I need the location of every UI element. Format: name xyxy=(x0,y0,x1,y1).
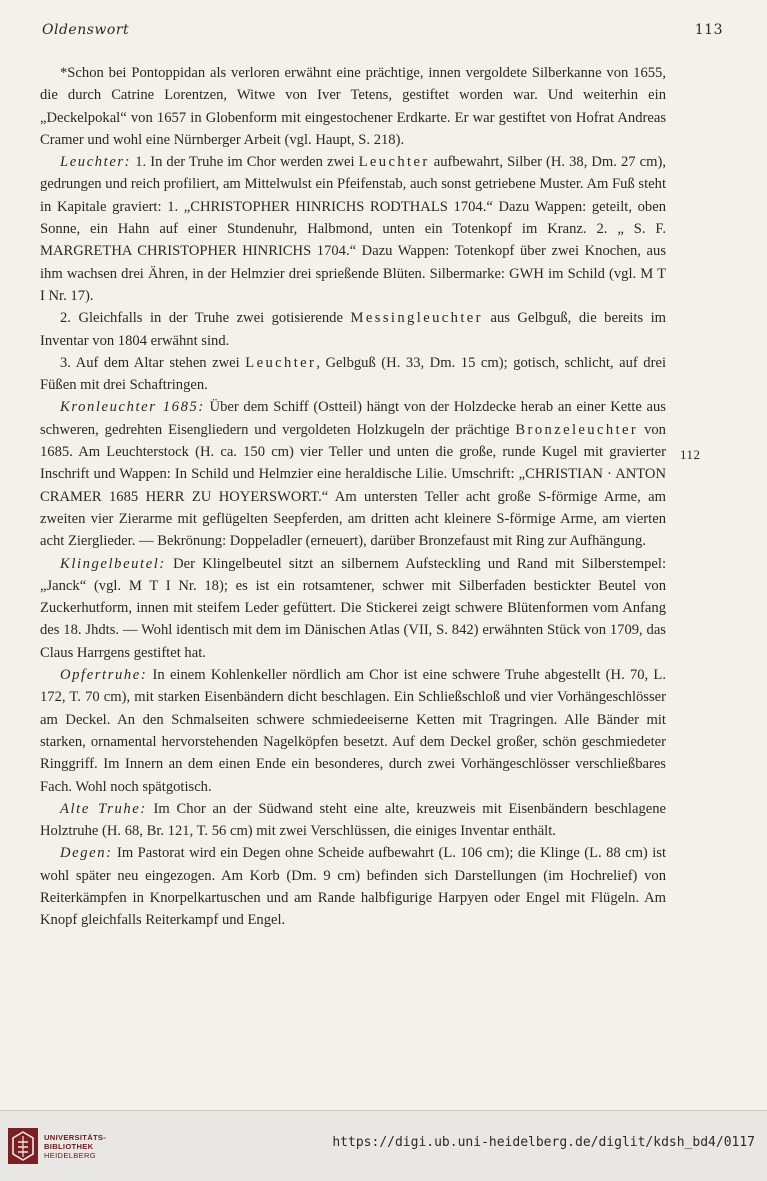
paragraph xyxy=(40,62,666,151)
source-url-link[interactable]: https://digi.ub.uni-heidelberg.de/diglit/kdsh_bd4/0117 xyxy=(332,1135,755,1150)
entry-heading: Degen: xyxy=(60,845,113,862)
text-run: aufbewahrt, Silber (H. 38, Dm. 27 cm), gedrungen und reich profiliert, am Mittelwulst ein Pfeifenstab, auch sonst getriebene Muster. Am Fuß steht in Kapitale graviert: 1. „CHRISTOPHER HINRICHS RODTHALS 1704.“ Dazu Wappen: geteilt, oben Sonne, ein Hahn auf einer Stundenuhr, Halbmond, unten ein Totenkopf im Kranz. 2. „ S. F. MARGRETHA CHRISTOPHER HINRICHS 1704.“ Dazu Wappen: Totenkopf über zwei Knochen, aus ihm wachsen drei Ähren, in der Helmzier drei sprießende Blüten. Silbermarke: GWH im Schild (vgl. M T I Nr. 17). xyxy=(40,154,666,304)
body-text xyxy=(40,62,666,932)
entry-heading: Alte Truhe: xyxy=(60,800,147,817)
paragraph xyxy=(40,307,666,352)
paragraph xyxy=(40,352,666,397)
logo-line-3: HEIDELBERG xyxy=(44,1151,96,1160)
text-run: 2. Gleichfalls in der Truhe zwei gotisierende xyxy=(60,310,351,327)
entry-heading: Leuchter: xyxy=(60,154,132,171)
text-run: Im Pastorat wird ein Degen ohne Scheide aufbewahrt (L. 106 cm); die Klinge (L. 88 cm) ist wohl später neu eingezogen. Am Korb (Dm. 9 cm) befinden sich Darstellungen (im Hochrelief) von Reiterkämpfen in Knorpelkartuschen und am Rande halbfigurige Harpyen oder Engel mit Flügeln. Am Knopf gleichfalls Reiterkampf und Engel. xyxy=(40,845,666,929)
text-run: 1. In der Truhe im Chor werden zwei xyxy=(131,154,359,171)
text-run: aus Gelbguß, die bereits im Inventar von 1804 erwähnt sind. xyxy=(40,310,667,349)
margin-page-reference: 112 xyxy=(680,447,701,462)
paragraph xyxy=(40,396,666,552)
text-run: In einem Kohlenkeller nördlich am Chor ist eine schwere Truhe abgestellt (H. 70, L. 172, T. 70 cm), mit starken Eisenbändern dicht beschlagen. Ein Schließschloß und vier Vorhängeschlösser am Deckel. An den Schmalseiten schwere schmiedeeiserne Ketten mit Tragringen. Alle Bänder mit starken, ornamental hervorstehenden Nagelköpfen besetzt. Auf dem Deckel großer, schön geschmiedeter Ringgriff. Im Innern an dem einen Ende ein besonderes, durch zwei Vorhängeschlösser verschließbares Fach. Wohl noch spätgotisch. xyxy=(40,667,666,795)
library-logo-text xyxy=(44,1133,106,1160)
text-run: *Schon bei Pontoppidan als verloren erwähnt eine prächtige, innen vergoldete Silberkanne von 1655, die durch Catrine Lorentzen, Witwe von Iver Tetens, gestiftet worden war. Und weiterhin ein „Deckelpokal“ von 1657 in Globenform mit eingestochener Erdkarte. Er war gestiftet von Hofrat Andreas Cramer und wohl eine Nürnberger Arbeit (vgl. Haupt, S. 218). xyxy=(40,65,666,148)
text-run: Der Klingelbeutel sitzt an silbernem Aufsteckling und Rand mit Silberstempel: „Janck“ (vgl. M T I Nr. 18); es ist ein rotsamtener, schwer mit Silberfaden bestickter Beutel von Zuckerhutform, innen mit steifem Leder gefüttert. Die Stickerei zeigt schwere Blütenformen vom Anfang des 18. Jhdts. — Wohl identisch mit dem im Dänischen Atlas (VII, S. 842) erwähnten Stück von 1709, das Claus Harrgens gestiftet hat. xyxy=(40,555,666,661)
paragraph xyxy=(40,553,666,664)
entry-heading: Opfertruhe: xyxy=(60,667,148,684)
text-run: von 1685. Am Leuchterstock (H. ca. 150 cm) vier Teller und unten die große, runde Kugel mit gravierter Inschrift und Wappen: In Schild und Helmzier eine heraldische Lilie. Umschrift: „CHRISTIAN · ANTON CRAMER 1685 HERR ZU HOYERSWORT.“ Am untersten Teller acht große S-förmige Arme, am zweiten vier Zierarme mit geflügelten Seepferden, am dritten acht kleinere S-förmige Arme, am vierten acht Zierglieder. — Bekrönung: Doppeladler (erneuert), darüber Bronzefaust mit Ring zur Aufhängung. xyxy=(40,421,666,550)
paragraph xyxy=(40,798,666,843)
logo-line-1: UNIVERSITÄTS- xyxy=(44,1133,107,1142)
emphasized-term: Messingleuchter xyxy=(350,310,483,327)
entry-heading: Kronleuchter 1685: xyxy=(60,399,205,416)
university-seal-icon xyxy=(8,1128,38,1164)
page-number: 113 xyxy=(694,22,723,38)
logo-line-2: BIBLIOTHEK xyxy=(44,1142,94,1151)
emphasized-term: Leuchter xyxy=(358,154,430,171)
running-head-place: Oldenswort xyxy=(42,22,130,38)
text-run: 3. Auf dem Altar stehen zwei xyxy=(60,354,246,371)
emphasized-term: Leuchter xyxy=(245,354,317,371)
text-run: , Gelbguß (H. 33, Dm. 15 cm); gotisch, schlicht, auf drei Füßen mit drei Schaftringen. xyxy=(40,354,666,394)
text-run: Im Chor an der Südwand steht eine alte, kreuzweis mit Eisenbändern beschlagene Holztruhe (H. 68, Br. 121, T. 56 cm) mit zwei Verschlüssen, die einiges Inventar enthält. xyxy=(40,800,667,840)
emphasized-term: Bronzeleuchter xyxy=(515,421,639,438)
running-head xyxy=(42,22,723,44)
paragraph xyxy=(40,842,666,931)
paragraph xyxy=(40,664,666,798)
text-run: Über dem Schiff (Ostteil) hängt von der Holzdecke herab an einer Kette aus schweren, gedrehten Eisengliedern und vergoldeten Holzkugeln der prächtige xyxy=(40,399,666,438)
viewer-footer xyxy=(0,1110,767,1181)
paragraph xyxy=(40,151,666,307)
entry-heading: Klingelbeutel: xyxy=(60,555,166,572)
